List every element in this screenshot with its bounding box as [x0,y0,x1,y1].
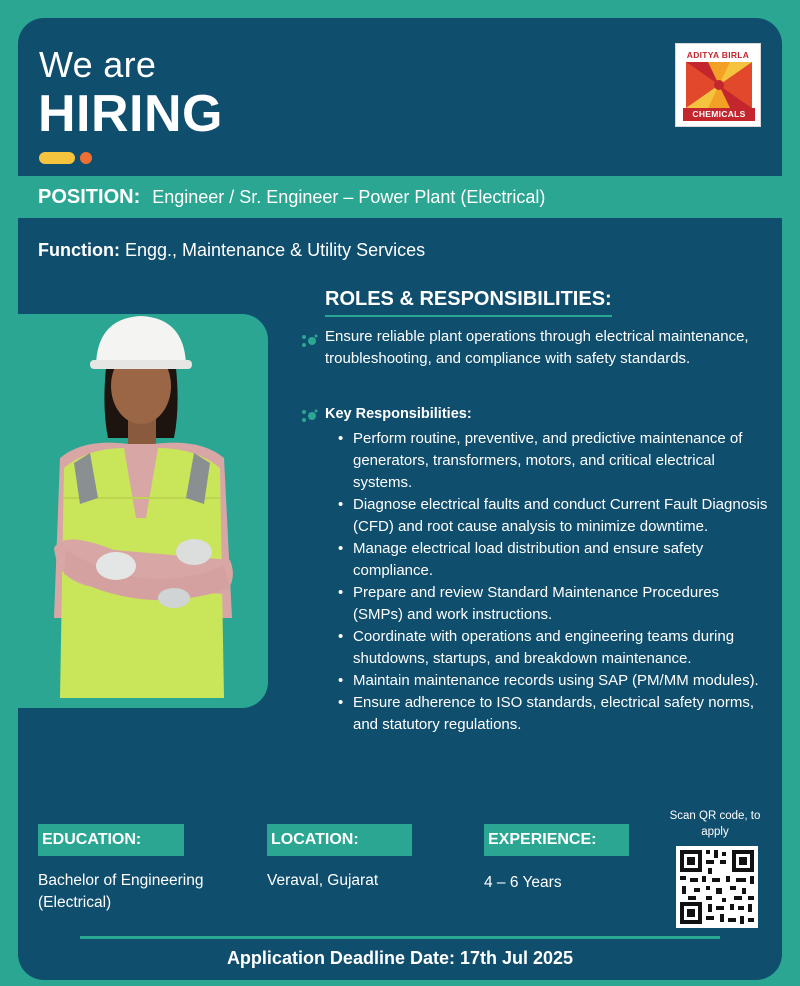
aditya-birla-chemicals-logo [675,43,761,127]
list-item: • Coordinate with operations and engineering teams during shutdowns, startups, and breakdown maintenance. [338,626,768,670]
list-item: • Manage electrical load distribution and ensure safety compliance. [338,538,768,582]
position-band [18,176,782,218]
molecule-bullet-icon [300,409,318,423]
position-value: Engineer / Sr. Engineer – Power Plant (Electrical) [152,186,546,207]
list-item: • Ensure adherence to ISO standards, electrical safety norms, and statutory regulations. [338,692,768,736]
location-label: LOCATION: [267,824,412,856]
headline-hiring: HIRING [38,85,223,143]
key-responsibilities-title: Key Responsibilities: [325,406,472,422]
experience-value: 4 – 6 Years [484,874,562,891]
education-value: Bachelor of Engineering (Electrical) [38,872,204,911]
roles-intro: Ensure reliable plant operations through electrical maintenance, troubleshooting, and compliance with safety standards. [325,328,749,367]
application-deadline: Application Deadline Date: 17th Jul 2025 [226,948,574,968]
function-line [38,240,425,261]
list-item: • Perform routine, preventive, and predictive maintenance of generators, transformers, motors, and critical electrical systems. [338,428,768,494]
headline-we-are: We are [39,44,157,85]
divider [80,936,720,939]
list-item: • Maintain maintenance records using SAP (PM/MM modules). [338,670,768,692]
engineer-photo [24,298,264,698]
responsibilities-list [338,428,768,736]
location-value: Veraval, Gujarat [267,872,379,889]
accent-dot [80,152,92,164]
list-item: • Diagnose electrical faults and conduct Current Fault Diagnosis (CFD) and root cause analysis to minimize downtime. [338,494,768,538]
function-label: Function: [38,240,120,260]
sunburst-logo-icon [686,62,752,108]
function-value: Engg., Maintenance & Utility Services [125,240,426,260]
logo-bottom-text: CHEMICALS [683,108,755,121]
qr-caption: Scan QR code, to apply [669,810,761,838]
logo-top-text: ADITYA BIRLA [686,50,750,60]
job-poster [18,18,782,980]
experience-label: EXPERIENCE: [484,824,629,856]
position-label: POSITION: [38,185,141,208]
qr-code-icon[interactable] [676,846,758,928]
list-item: • Prepare and review Standard Maintenance Procedures (SMPs) and work instructions. [338,582,768,626]
education-label: EDUCATION: [38,824,184,856]
roles-title: ROLES & RESPONSIBILITIES: [325,288,612,317]
accent-pill [39,152,75,164]
molecule-bullet-icon [300,334,318,348]
